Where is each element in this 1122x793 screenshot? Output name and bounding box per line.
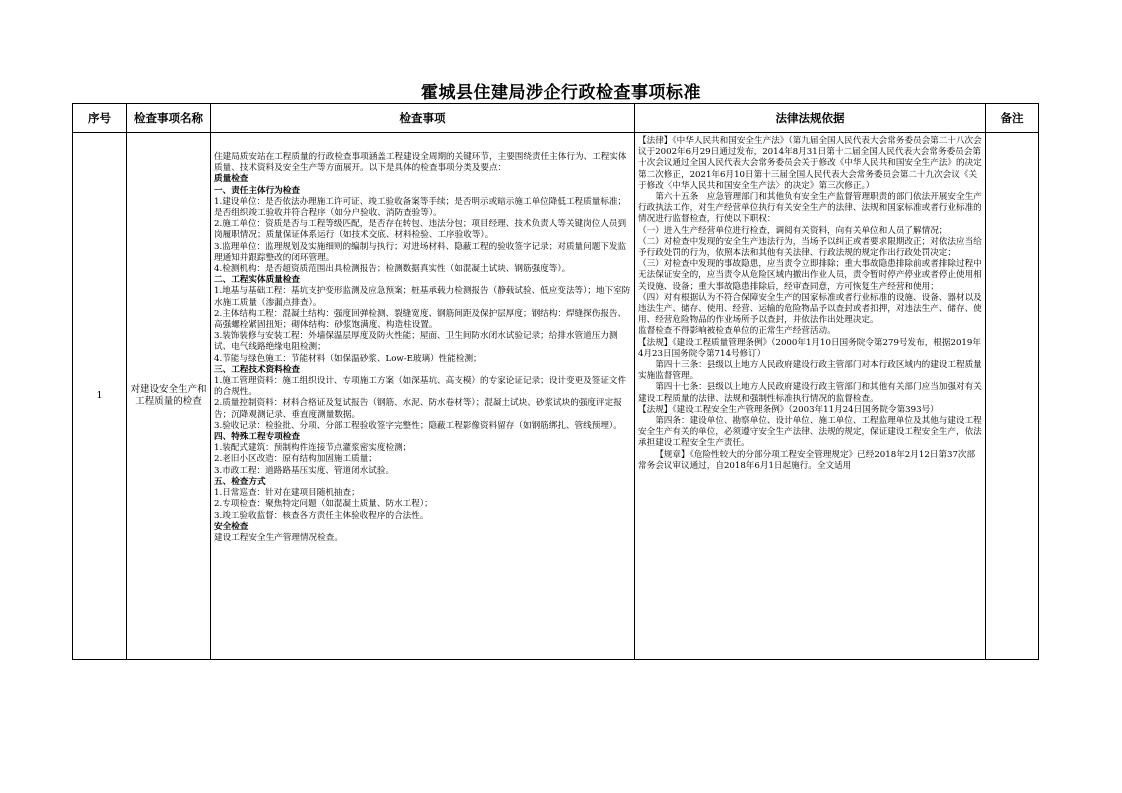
- legal-basis-paragraph: 第六十五条 应急管理部门和其他负有安全生产监督管理职责的部门依法开展安全生产行政执法工作，对生产经营单位执行有关安全生产的法律、法规和国家标准或者行业标准的情况进行监督检查，行使以下职权：: [638, 192, 982, 225]
- section-heading: 二、工程实体质量检查: [214, 275, 300, 286]
- row-inspection-items: [211, 133, 635, 660]
- inspection-item-text: 4.检测机构：是否超资质范围出具检测报告；检测数据真实性（如混凝土试块、钢筋强度等）。: [214, 264, 571, 275]
- section-heading: 五、检查方式: [214, 476, 266, 487]
- legal-basis-paragraph: （二）对检查中发现的安全生产违法行为，当场予以纠正或者要求限期改正；对依法应当给予行政处罚的行为，依照本法和其他有关法律、行政法规的规定作出行政处罚决定；: [638, 236, 982, 259]
- section-heading: 四、特殊工程专项检查: [214, 432, 300, 443]
- legal-basis-paragraph: 【法律】《中华人民共和国安全生产法》（第九届全国人民代表大会常务委员会第二十八次会议于2002年6月29日通过发布，2014年8月31日第十二届全国人民代表大会常务委员会第十次会议通过全国人民代表大会常务委员会关于修改《中华人民共和国安全生产法》的决定第二次修正，2021年6月10日第十三届全国人民代表大会常务委员会第二十九次会议《关于修改〈中华人民共和国安全生产法〉的决定》第三次修正。）: [638, 136, 982, 191]
- inspection-item-text: 3.验收记录：检验批、分项、分部工程验收签字完整性；隐蔽工程影像资料留存（如钢筋绑扎、管线预埋）。: [214, 420, 622, 431]
- section-heading: 安全检查: [214, 521, 249, 532]
- inspection-item-text: 3.装饰装修与安装工程：外墙保温层厚度及防火性能；屋面、卫生间防水闭水试验记录；给排水管道压力测试、电气线路绝缘电阻检测；: [214, 331, 618, 353]
- header-items: 检查事项: [211, 104, 635, 133]
- legal-basis-paragraph: 第四条：建设单位、勘察单位、设计单位、施工单位、工程监理单位及其他与建设工程安全生产有关的单位，必须遵守安全生产法律、法规的规定，保证建设工程安全生产，依法承担建设工程安全生产责任。: [638, 416, 982, 449]
- legal-basis-paragraph: 第四十七条：县级以上地方人民政府建设行政主管部门和其他有关部门应当加强对有关建设工程质量的法律、法规和强制性标准执行情况的监督检查。: [638, 382, 982, 404]
- inspection-item-text: 1.建设单位：是否依法办理施工许可证、竣工验收备案等手续；是否明示或暗示施工单位降低工程质量标准；是否组织竣工验收并符合程序（如分户验收、消防查验等）。: [214, 196, 627, 219]
- inspection-item-text: 3.监理单位：监理规划及实施细则的编制与执行；对进场材料、隐蔽工程的验收签字记录；对质量问题下发监理通知并跟踪整改的闭环管理。: [214, 241, 627, 263]
- row-legal-basis: [635, 133, 986, 660]
- inspection-item-text: 4.节能与绿色施工：节能材料（如保温砂浆、Low-E玻璃）性能检测；: [214, 353, 482, 364]
- legal-basis-paragraph: 监督检查不得影响被检查单位的正常生产经营活动。: [638, 326, 836, 337]
- inspection-item-text: 2.质量控制资料：材料合格证及复试报告（钢筋、水泥、防水卷材等）；混凝土试块、砂浆试块的强度评定报告；沉降观测记录、垂直度测量数据。: [214, 398, 622, 420]
- legal-basis-paragraph: 第四十三条：县级以上地方人民政府建设行政主管部门对本行政区域内的建设工程质量实施监督管理。: [638, 360, 982, 382]
- legal-basis-paragraph: （一）进入生产经营单位进行检查，调阅有关资料，向有关单位和人员了解情况；: [638, 225, 948, 236]
- header-name: 检查事项名称: [127, 104, 211, 133]
- row-item-name: 对建设安全生产和工程质量的检查: [127, 133, 211, 660]
- inspection-item-text: 3.市政工程：道路路基压实度、管道闭水试验。: [214, 465, 395, 476]
- legal-basis-paragraph: 【规章】《危险性较大的分部分项工程安全管理规定》已经2018年2月12日第37次部常务会议审议通过，自2018年6月1日起施行。全文适用: [638, 449, 976, 471]
- row-number: 1: [73, 133, 127, 660]
- inspection-item-text: 2.专项检查：聚焦特定问题（如混凝土质量、防水工程）；: [214, 499, 433, 510]
- legal-basis-paragraph: （四）对有根据认为不符合保障安全生产的国家标准或者行业标准的设施、设备、器材以及违法生产、储存、使用、经营、运输的危险物品予以查封或者扣押，对违法生产、储存、使用、经营危险物品的作业场所予以查封，并依法作出处理决定。: [638, 292, 982, 326]
- section-heading: 一、责任主体行为检查: [214, 185, 300, 196]
- inspection-item-text: 3.竣工验收监督：核查各方责任主体验收程序的合法性。: [214, 510, 429, 521]
- page-title: 霍城县住建局涉企行政检查事项标准: [421, 83, 701, 103]
- inspection-item-text: 1.施工管理资料：施工组织设计、专项施工方案（如深基坑、高支模）的专家论证记录；设计变更及签证文件的合规性。: [214, 376, 627, 398]
- inspection-table: [72, 103, 1039, 660]
- row-note: [986, 133, 1039, 660]
- inspection-items-list: [214, 152, 632, 544]
- inspection-item-text: 2.主体结构工程：混凝土结构：强度回弹检测、裂缝宽度、钢筋间距及保护层厚度；钢结构：焊缝探伤报告、高强螺栓紧固扭矩；砌体结构：砂浆饱满度、构造柱设置。: [214, 308, 627, 331]
- header-no: 序号: [73, 104, 127, 133]
- section-heading: 三、工程技术资料检查: [214, 364, 300, 375]
- inspection-item-text: 1.装配式建筑：预制构件连接节点灌浆密实度检测；: [214, 443, 412, 454]
- inspection-item-text: 2.老旧小区改造：原有结构加固施工质量；: [214, 454, 377, 465]
- header-law: 法律法规依据: [635, 104, 986, 133]
- inspection-item-text: 住建局质安站在工程质量的行政检查事项涵盖工程建设全周期的关键环节，主要围绕责任主体行为、工程实体质量、技术资料及安全生产等方面展开。以下是具体的检查事项分类及要点：: [214, 152, 627, 174]
- inspection-item-text: 1.地基与基础工程：基坑支护变形监测及应急预案；桩基承载力检测报告（静载试验、低应变法等）；地下室防水施工质量（渗漏点排查）。: [214, 286, 631, 308]
- inspection-item-text: 2.施工单位：资质是否与工程等级匹配，是否存在转包、违法分包；项目经理、技术负责人等关键岗位人员到岗履职情况；质量保证体系运行（如技术交底、材料检验、工序验收等）。: [214, 219, 627, 241]
- legal-basis-paragraph: （三）对检查中发现的事故隐患，应当责令立即排除；重大事故隐患排除前或者排除过程中无法保证安全的，应当责令从危险区域内撤出作业人员，责令暂时停产停业或者停止使用相关设施、设备；重大事故隐患排除后，经审查同意，方可恢复生产经营和使用；: [638, 259, 982, 292]
- table-row: [73, 133, 1039, 660]
- inspection-item-text: 建设工程安全生产管理情况检查。: [214, 532, 343, 543]
- header-note: 备注: [986, 104, 1039, 133]
- legal-basis-paragraph: 【法规】《建设工程安全生产管理条例》（2003年11月24日国务院令第393号）: [638, 404, 939, 415]
- inspection-item-text: 1.日常巡查：针对在建项目随机抽查；: [214, 488, 360, 499]
- header-row: [73, 104, 1039, 133]
- legal-basis-list: [638, 136, 983, 472]
- section-heading: 质量检查: [214, 174, 249, 185]
- legal-basis-paragraph: 【法规】《建设工程质量管理条例》（2000年1月10日国务院令第279号发布，根据2019年4月23日国务院令第714号修订）: [638, 337, 981, 359]
